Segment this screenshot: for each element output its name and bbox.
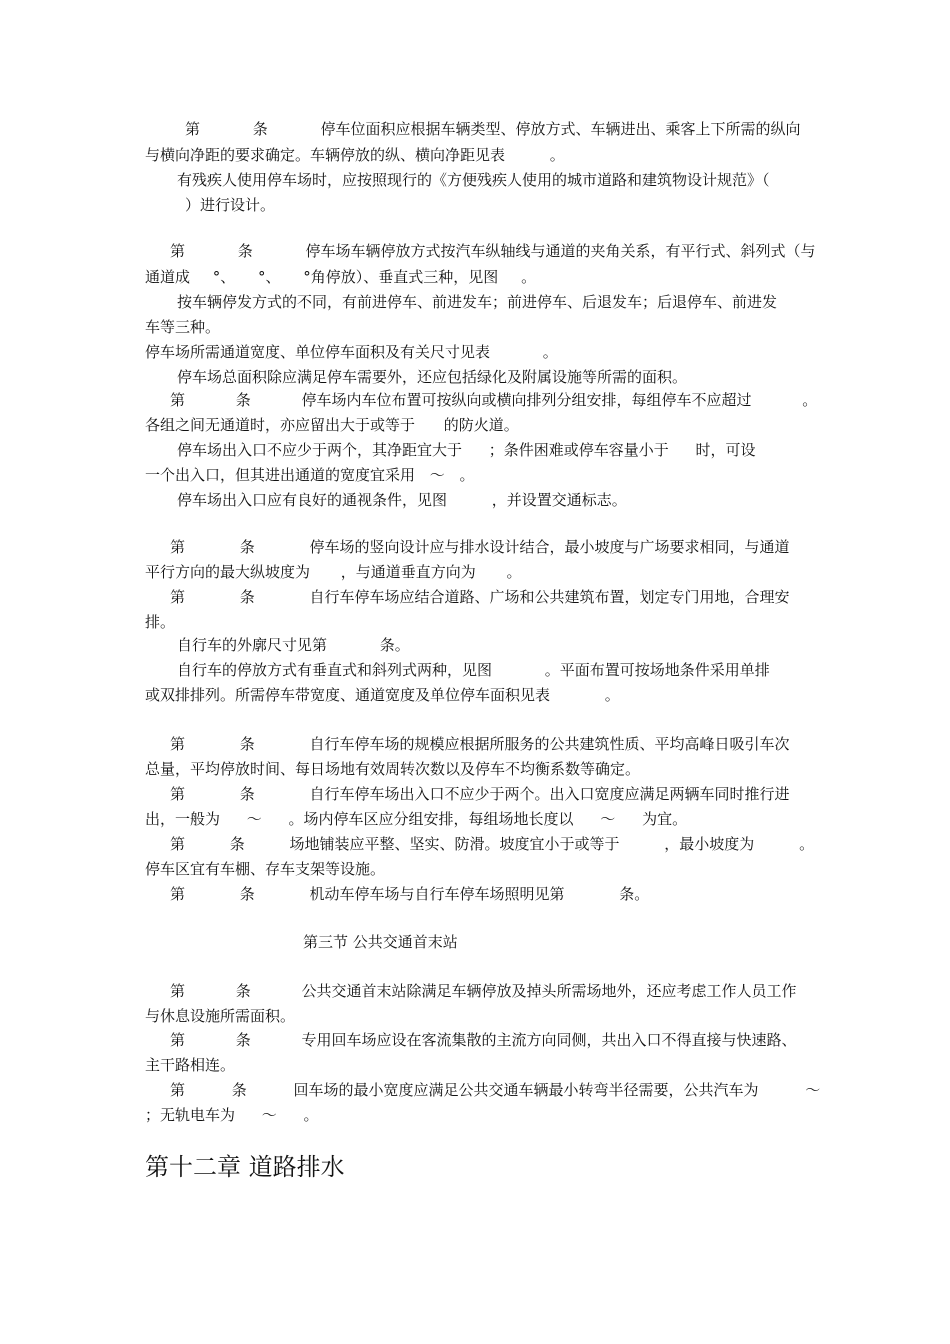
text-line: 第 条 自行车停车场的规模应根据所服务的公共建筑性质、平均高峰日吸引车次 — [170, 735, 790, 753]
text-line: 自行车的外廓尺寸见第 条。 — [177, 636, 410, 654]
chapter-title: 第十二章 道路排水 — [145, 1153, 345, 1181]
text-line: 排。 — [145, 613, 176, 631]
text-line: 车等三种。 — [145, 318, 221, 336]
text-line: 第 条 停车场车辆停放方式按汽车纵轴线与通道的夹角关系，有平行式、斜列式（与 — [170, 242, 816, 260]
text-line: 第 条 公共交通首末站除满足车辆停放及掉头所需场地外，还应考虑工作人员工作 — [170, 982, 797, 1000]
text-line: 出，一般为 ～ 。场内停车区应分组安排，每组场地长度以 ～ 为宜。 — [145, 810, 688, 828]
text-line: 自行车的停放方式有垂直式和斜列式两种，见图 。平面布置可按场地条件采用单排 — [177, 661, 770, 679]
text-line: 一个出入口，但其进出通道的宽度宜采用 ～ 。 — [145, 466, 475, 484]
text-line: 停车区宜有车棚、存车支架等设施。 — [145, 860, 386, 878]
text-line: 与横向净距的要求确定。车辆停放的纵、横向净距见表 。 — [145, 146, 565, 164]
text-line: 第 条 停车位面积应根据车辆类型、停放方式、车辆进出、乘客上下所需的纵向 — [185, 120, 801, 138]
text-line: 停车场出入口应有良好的通视条件，见图 ，并设置交通标志。 — [177, 491, 627, 509]
text-line: 第 条 机动车停车场与自行车停车场照明见第 条。 — [170, 885, 650, 903]
text-line: 停车场所需通道宽度、单位停车面积及有关尺寸见表 。 — [145, 343, 558, 361]
text-line: 或双排排列。所需停车带宽度、通道宽度及单位停车面积见表 。 — [145, 686, 620, 704]
text-line: 有残疾人使用停车场时，应按照现行的《方便残疾人使用的城市道路和建筑物设计规范》（ — [177, 171, 770, 189]
text-line: 平行方向的最大纵坡度为 ，与通道垂直方向为 。 — [145, 563, 522, 581]
text-line: 按车辆停发方式的不同，有前进停车、前进发车；前进停车、后退发车；后退停车、前进发 — [177, 293, 778, 311]
text-line: 停车场出入口不应少于两个，其净距宜大于 ；条件困难或停车容量小于 时，可设 — [177, 441, 756, 459]
text-line: 第 条 自行车停车场应结合道路、广场和公共建筑布置，划定专门用地，合理安 — [170, 588, 790, 606]
text-line: 通道成 °、 °、 °角停放）、垂直式三种，见图 。 — [145, 268, 537, 286]
text-line: 第 条 自行车停车场出入口不应少于两个。出入口宽度应满足两辆车同时推行进 — [170, 785, 790, 803]
text-line: 第 条 专用回车场应设在客流集散的主流方向同侧，共出入口不得直接与快速路、 — [170, 1031, 797, 1049]
text-line: 第 条 停车场内车位布置可按纵向或横向排列分组安排，每组停车不应超过 。 — [170, 391, 818, 409]
text-line: ）进行设计。 — [185, 196, 276, 214]
text-line: 停车场总面积除应满足停车需要外，还应包括绿化及附属设施等所需的面积。 — [177, 368, 688, 386]
text-line: 总量，平均停放时间、每日场地有效周转次数以及停车不均衡系数等确定。 — [145, 760, 641, 778]
text-line: 第 条 回车场的最小宽度应满足公共交通车辆最小转弯半径需要，公共汽车为 ～ — [170, 1081, 821, 1099]
text-line: 主干路相连。 — [145, 1056, 236, 1074]
text-line: ；无轨电车为 ～ 。 — [145, 1106, 319, 1124]
text-line: 第 条 场地铺装应平整、坚实、防滑。坡度宜小于或等于 ，最小坡度为 。 — [170, 835, 815, 853]
text-line: 与休息设施所需面积。 — [145, 1007, 296, 1025]
text-line: 各组之间无通道时，亦应留出大于或等于 的防火道。 — [145, 416, 519, 434]
text-line: 第 条 停车场的竖向设计应与排水设计结合，最小坡度与广场要求相同，与通道 — [170, 538, 790, 556]
section-title: 第三节 公共交通首末站 — [303, 933, 458, 951]
